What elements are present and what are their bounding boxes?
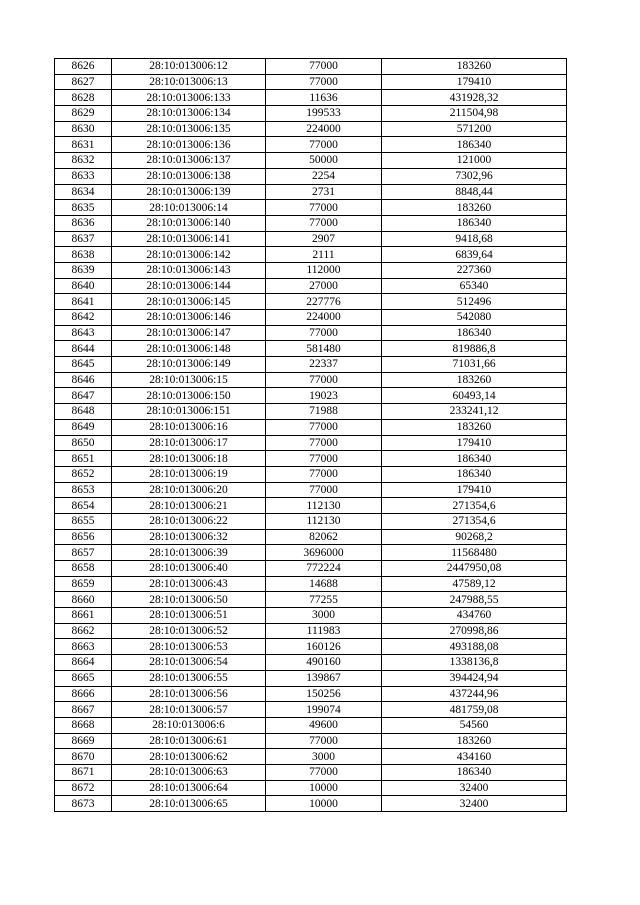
cadastral-number-cell: 28:10:013006:21 <box>112 498 266 514</box>
value-cell: 179410 <box>382 74 567 90</box>
value-cell: 65340 <box>382 278 567 294</box>
row-number-cell: 8629 <box>55 106 112 122</box>
cadastral-number-cell: 28:10:013006:151 <box>112 404 266 420</box>
area-cell: 71988 <box>266 404 382 420</box>
table-row <box>55 137 567 153</box>
value-cell: 7302,96 <box>382 168 567 184</box>
table-row <box>55 294 567 310</box>
cadastral-number-cell: 28:10:013006:56 <box>112 686 266 702</box>
value-cell: 270998,86 <box>382 623 567 639</box>
row-number-cell: 8654 <box>55 498 112 514</box>
cadastral-number-cell: 28:10:013006:146 <box>112 310 266 326</box>
cadastral-number-cell: 28:10:013006:18 <box>112 451 266 467</box>
table-row <box>55 168 567 184</box>
cadastral-number-cell: 28:10:013006:150 <box>112 388 266 404</box>
value-cell: 247988,55 <box>382 592 567 608</box>
row-number-cell: 8669 <box>55 733 112 749</box>
cadastral-number-cell: 28:10:013006:55 <box>112 670 266 686</box>
table-row <box>55 404 567 420</box>
row-number-cell: 8666 <box>55 686 112 702</box>
cadastral-number-cell: 28:10:013006:64 <box>112 780 266 796</box>
row-number-cell: 8657 <box>55 545 112 561</box>
value-cell: 179410 <box>382 435 567 451</box>
cadastral-number-cell: 28:10:013006:12 <box>112 59 266 75</box>
table-row <box>55 529 567 545</box>
table-row <box>55 435 567 451</box>
value-cell: 183260 <box>382 419 567 435</box>
area-cell: 11636 <box>266 90 382 106</box>
value-cell: 183260 <box>382 372 567 388</box>
area-cell: 77000 <box>266 482 382 498</box>
area-cell: 2907 <box>266 231 382 247</box>
cadastral-number-cell: 28:10:013006:43 <box>112 576 266 592</box>
row-number-cell: 8633 <box>55 168 112 184</box>
cadastral-number-cell: 28:10:013006:54 <box>112 655 266 671</box>
area-cell: 50000 <box>266 153 382 169</box>
row-number-cell: 8668 <box>55 717 112 733</box>
value-cell: 186340 <box>382 764 567 780</box>
area-cell: 581480 <box>266 341 382 357</box>
row-number-cell: 8636 <box>55 215 112 231</box>
area-cell: 49600 <box>266 717 382 733</box>
cadastral-number-cell: 28:10:013006:133 <box>112 90 266 106</box>
value-cell: 186340 <box>382 325 567 341</box>
cadastral-number-cell: 28:10:013006:17 <box>112 435 266 451</box>
value-cell: 434760 <box>382 608 567 624</box>
table-row <box>55 262 567 278</box>
value-cell: 179410 <box>382 482 567 498</box>
value-cell: 90268,2 <box>382 529 567 545</box>
row-number-cell: 8665 <box>55 670 112 686</box>
row-number-cell: 8648 <box>55 404 112 420</box>
cadastral-number-cell: 28:10:013006:140 <box>112 215 266 231</box>
table-row <box>55 608 567 624</box>
area-cell: 77000 <box>266 325 382 341</box>
row-number-cell: 8642 <box>55 310 112 326</box>
row-number-cell: 8671 <box>55 764 112 780</box>
area-cell: 3696000 <box>266 545 382 561</box>
value-cell: 47589,12 <box>382 576 567 592</box>
area-cell: 112130 <box>266 513 382 529</box>
table-row <box>55 200 567 216</box>
table-row <box>55 325 567 341</box>
table-row <box>55 310 567 326</box>
area-cell: 77000 <box>266 372 382 388</box>
area-cell: 77000 <box>266 451 382 467</box>
table-row <box>55 639 567 655</box>
cadastral-number-cell: 28:10:013006:61 <box>112 733 266 749</box>
area-cell: 2111 <box>266 247 382 263</box>
value-cell: 54560 <box>382 717 567 733</box>
table-row <box>55 513 567 529</box>
cadastral-number-cell: 28:10:013006:51 <box>112 608 266 624</box>
value-cell: 183260 <box>382 200 567 216</box>
row-number-cell: 8653 <box>55 482 112 498</box>
row-number-cell: 8650 <box>55 435 112 451</box>
area-cell: 77000 <box>266 215 382 231</box>
table-body <box>55 59 567 812</box>
row-number-cell: 8632 <box>55 153 112 169</box>
table-row <box>55 388 567 404</box>
cadastral-number-cell: 28:10:013006:149 <box>112 357 266 373</box>
value-cell: 6839,64 <box>382 247 567 263</box>
table-row <box>55 561 567 577</box>
table-row <box>55 655 567 671</box>
row-number-cell: 8635 <box>55 200 112 216</box>
area-cell: 199074 <box>266 702 382 718</box>
row-number-cell: 8664 <box>55 655 112 671</box>
row-number-cell: 8644 <box>55 341 112 357</box>
table-row <box>55 247 567 263</box>
cadastral-number-cell: 28:10:013006:6 <box>112 717 266 733</box>
row-number-cell: 8670 <box>55 749 112 765</box>
area-cell: 77000 <box>266 764 382 780</box>
area-cell: 224000 <box>266 310 382 326</box>
cadastral-number-cell: 28:10:013006:63 <box>112 764 266 780</box>
cadastral-number-cell: 28:10:013006:50 <box>112 592 266 608</box>
cadastral-number-cell: 28:10:013006:13 <box>112 74 266 90</box>
row-number-cell: 8627 <box>55 74 112 90</box>
value-cell: 571200 <box>382 121 567 137</box>
table-row <box>55 702 567 718</box>
table-row <box>55 121 567 137</box>
row-number-cell: 8643 <box>55 325 112 341</box>
value-cell: 1338136,8 <box>382 655 567 671</box>
area-cell: 199533 <box>266 106 382 122</box>
row-number-cell: 8626 <box>55 59 112 75</box>
value-cell: 233241,12 <box>382 404 567 420</box>
area-cell: 77000 <box>266 419 382 435</box>
value-cell: 9418,68 <box>382 231 567 247</box>
cadastral-number-cell: 28:10:013006:53 <box>112 639 266 655</box>
area-cell: 77000 <box>266 435 382 451</box>
row-number-cell: 8639 <box>55 262 112 278</box>
area-cell: 77000 <box>266 137 382 153</box>
value-cell: 271354,6 <box>382 513 567 529</box>
cadastral-number-cell: 28:10:013006:134 <box>112 106 266 122</box>
area-cell: 77000 <box>266 74 382 90</box>
value-cell: 394424,94 <box>382 670 567 686</box>
area-cell: 10000 <box>266 796 382 812</box>
value-cell: 481759,08 <box>382 702 567 718</box>
value-cell: 32400 <box>382 796 567 812</box>
value-cell: 227360 <box>382 262 567 278</box>
row-number-cell: 8656 <box>55 529 112 545</box>
value-cell: 434160 <box>382 749 567 765</box>
cadastral-number-cell: 28:10:013006:62 <box>112 749 266 765</box>
cadastral-number-cell: 28:10:013006:22 <box>112 513 266 529</box>
cadastral-number-cell: 28:10:013006:145 <box>112 294 266 310</box>
area-cell: 160126 <box>266 639 382 655</box>
value-cell: 71031,66 <box>382 357 567 373</box>
row-number-cell: 8628 <box>55 90 112 106</box>
area-cell: 224000 <box>266 121 382 137</box>
table-row <box>55 780 567 796</box>
row-number-cell: 8645 <box>55 357 112 373</box>
row-number-cell: 8663 <box>55 639 112 655</box>
value-cell: 121000 <box>382 153 567 169</box>
row-number-cell: 8651 <box>55 451 112 467</box>
value-cell: 2447950,08 <box>382 561 567 577</box>
value-cell: 431928,32 <box>382 90 567 106</box>
area-cell: 27000 <box>266 278 382 294</box>
area-cell: 772224 <box>266 561 382 577</box>
table-row <box>55 717 567 733</box>
table-row <box>55 576 567 592</box>
area-cell: 82062 <box>266 529 382 545</box>
row-number-cell: 8631 <box>55 137 112 153</box>
table-row <box>55 215 567 231</box>
table-row <box>55 74 567 90</box>
area-cell: 112000 <box>266 262 382 278</box>
row-number-cell: 8661 <box>55 608 112 624</box>
area-cell: 2731 <box>266 184 382 200</box>
table-row <box>55 764 567 780</box>
table-row <box>55 59 567 75</box>
value-cell: 186340 <box>382 137 567 153</box>
value-cell: 211504,98 <box>382 106 567 122</box>
cadastral-number-cell: 28:10:013006:16 <box>112 419 266 435</box>
row-number-cell: 8667 <box>55 702 112 718</box>
cadastral-number-cell: 28:10:013006:135 <box>112 121 266 137</box>
cadastral-number-cell: 28:10:013006:19 <box>112 466 266 482</box>
row-number-cell: 8652 <box>55 466 112 482</box>
area-cell: 139867 <box>266 670 382 686</box>
area-cell: 111983 <box>266 623 382 639</box>
area-cell: 112130 <box>266 498 382 514</box>
table-row <box>55 90 567 106</box>
cadastral-number-cell: 28:10:013006:143 <box>112 262 266 278</box>
table-row <box>55 184 567 200</box>
cadastral-number-cell: 28:10:013006:136 <box>112 137 266 153</box>
cadastral-number-cell: 28:10:013006:40 <box>112 561 266 577</box>
value-cell: 819886,8 <box>382 341 567 357</box>
area-cell: 14688 <box>266 576 382 592</box>
row-number-cell: 8660 <box>55 592 112 608</box>
area-cell: 77000 <box>266 733 382 749</box>
row-number-cell: 8649 <box>55 419 112 435</box>
table-row <box>55 278 567 294</box>
row-number-cell: 8662 <box>55 623 112 639</box>
area-cell: 77000 <box>266 59 382 75</box>
value-cell: 32400 <box>382 780 567 796</box>
area-cell: 490160 <box>266 655 382 671</box>
cadastral-number-cell: 28:10:013006:142 <box>112 247 266 263</box>
table-row <box>55 623 567 639</box>
table-row <box>55 482 567 498</box>
cadastral-number-cell: 28:10:013006:65 <box>112 796 266 812</box>
value-cell: 186340 <box>382 466 567 482</box>
table-row <box>55 733 567 749</box>
row-number-cell: 8673 <box>55 796 112 812</box>
cadastral-number-cell: 28:10:013006:147 <box>112 325 266 341</box>
table-row <box>55 796 567 812</box>
row-number-cell: 8659 <box>55 576 112 592</box>
cadastral-table <box>54 58 567 812</box>
value-cell: 183260 <box>382 59 567 75</box>
area-cell: 3000 <box>266 749 382 765</box>
table-row <box>55 686 567 702</box>
value-cell: 186340 <box>382 215 567 231</box>
value-cell: 271354,6 <box>382 498 567 514</box>
table-row <box>55 419 567 435</box>
row-number-cell: 8646 <box>55 372 112 388</box>
area-cell: 77000 <box>266 200 382 216</box>
area-cell: 150256 <box>266 686 382 702</box>
cadastral-number-cell: 28:10:013006:20 <box>112 482 266 498</box>
cadastral-number-cell: 28:10:013006:57 <box>112 702 266 718</box>
row-number-cell: 8647 <box>55 388 112 404</box>
value-cell: 60493,14 <box>382 388 567 404</box>
value-cell: 186340 <box>382 451 567 467</box>
row-number-cell: 8630 <box>55 121 112 137</box>
area-cell: 10000 <box>266 780 382 796</box>
table-row <box>55 466 567 482</box>
table-row <box>55 592 567 608</box>
area-cell: 22337 <box>266 357 382 373</box>
cadastral-number-cell: 28:10:013006:137 <box>112 153 266 169</box>
row-number-cell: 8641 <box>55 294 112 310</box>
table-row <box>55 372 567 388</box>
cadastral-number-cell: 28:10:013006:144 <box>112 278 266 294</box>
table-row <box>55 341 567 357</box>
area-cell: 77255 <box>266 592 382 608</box>
table-row <box>55 357 567 373</box>
row-number-cell: 8640 <box>55 278 112 294</box>
area-cell: 227776 <box>266 294 382 310</box>
row-number-cell: 8638 <box>55 247 112 263</box>
cadastral-number-cell: 28:10:013006:32 <box>112 529 266 545</box>
cadastral-number-cell: 28:10:013006:141 <box>112 231 266 247</box>
row-number-cell: 8658 <box>55 561 112 577</box>
table-row <box>55 106 567 122</box>
cadastral-number-cell: 28:10:013006:14 <box>112 200 266 216</box>
table-row <box>55 670 567 686</box>
cadastral-number-cell: 28:10:013006:138 <box>112 168 266 184</box>
table-row <box>55 231 567 247</box>
area-cell: 19023 <box>266 388 382 404</box>
value-cell: 542080 <box>382 310 567 326</box>
table-row <box>55 153 567 169</box>
table-row <box>55 545 567 561</box>
cadastral-number-cell: 28:10:013006:148 <box>112 341 266 357</box>
table-row <box>55 749 567 765</box>
value-cell: 11568480 <box>382 545 567 561</box>
cadastral-number-cell: 28:10:013006:52 <box>112 623 266 639</box>
row-number-cell: 8634 <box>55 184 112 200</box>
area-cell: 2254 <box>266 168 382 184</box>
cadastral-number-cell: 28:10:013006:39 <box>112 545 266 561</box>
area-cell: 77000 <box>266 466 382 482</box>
value-cell: 8848,44 <box>382 184 567 200</box>
table-row <box>55 498 567 514</box>
value-cell: 437244,96 <box>382 686 567 702</box>
table-row <box>55 451 567 467</box>
cadastral-number-cell: 28:10:013006:139 <box>112 184 266 200</box>
cadastral-number-cell: 28:10:013006:15 <box>112 372 266 388</box>
row-number-cell: 8672 <box>55 780 112 796</box>
row-number-cell: 8655 <box>55 513 112 529</box>
value-cell: 183260 <box>382 733 567 749</box>
value-cell: 493188,08 <box>382 639 567 655</box>
area-cell: 3000 <box>266 608 382 624</box>
value-cell: 512496 <box>382 294 567 310</box>
row-number-cell: 8637 <box>55 231 112 247</box>
